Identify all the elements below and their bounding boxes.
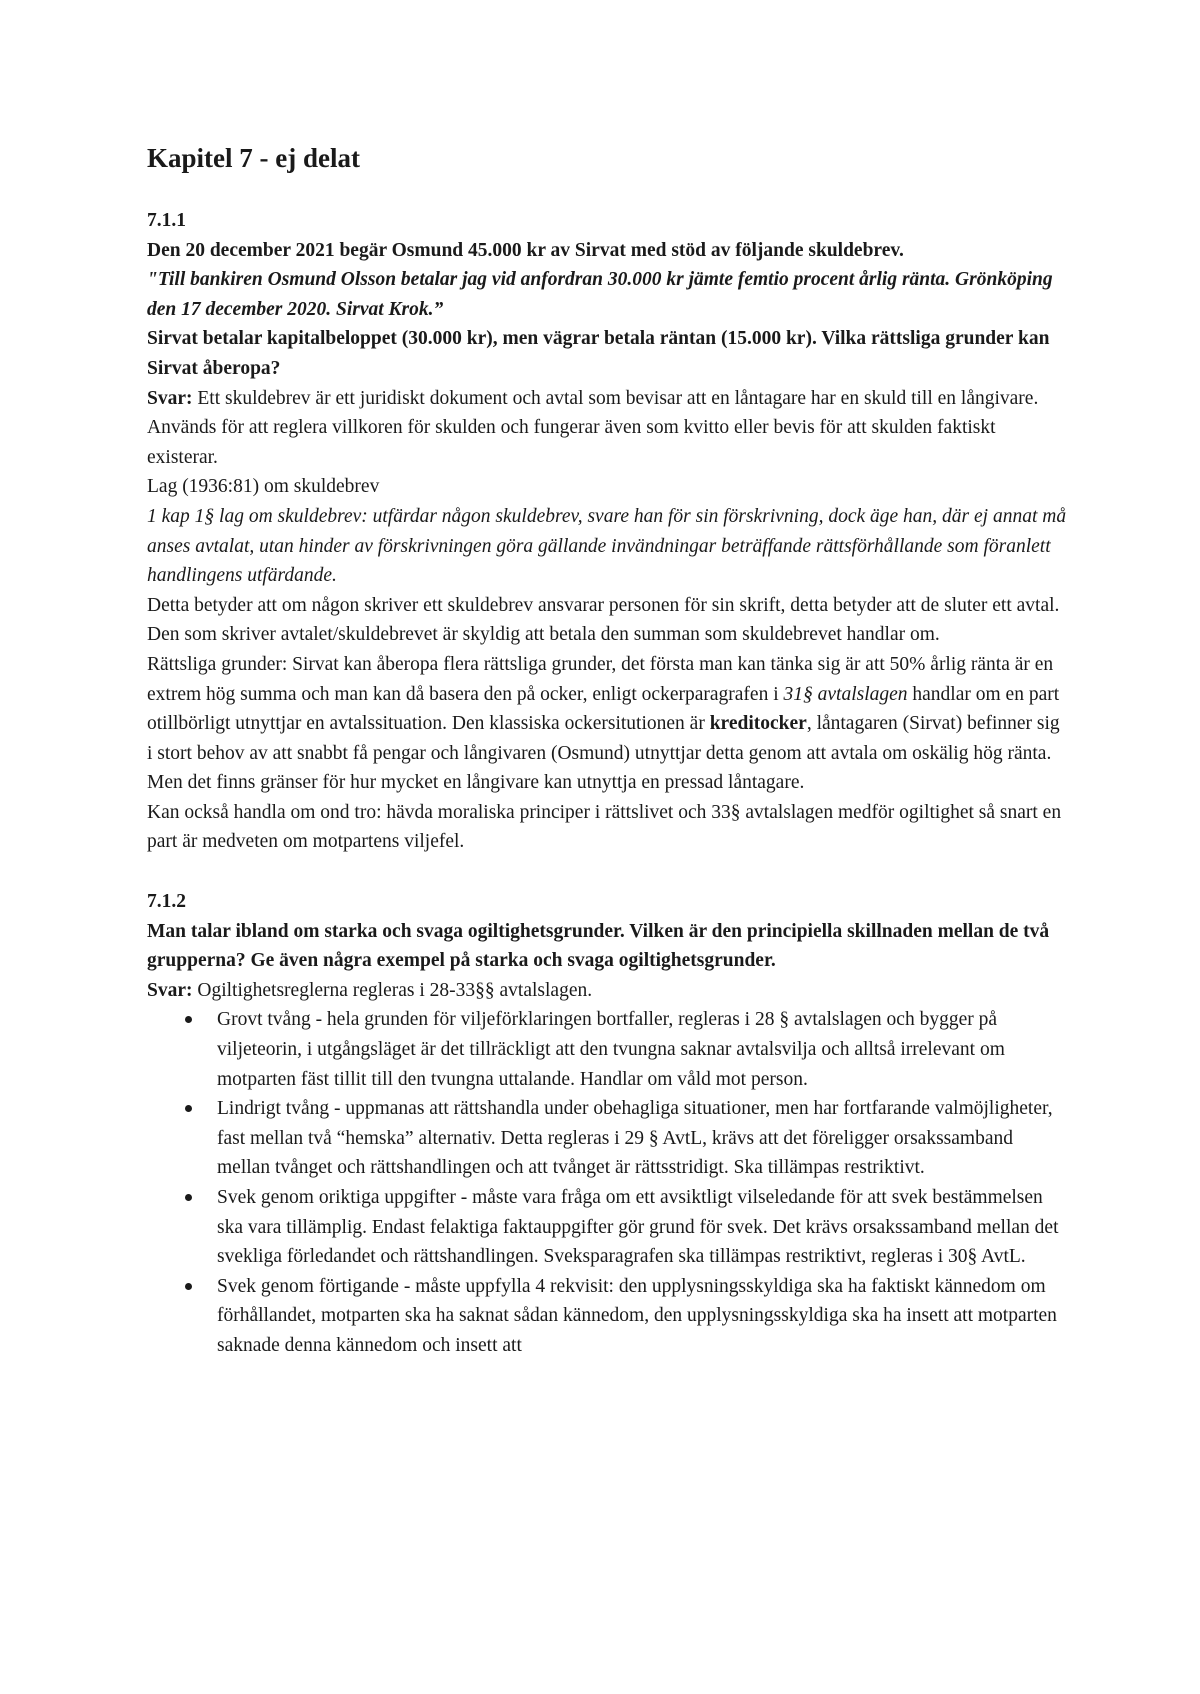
- answer-paragraph: [147, 384, 1067, 473]
- answer-paragraph: [147, 976, 1067, 1006]
- list-item: Lindrigt tvång - uppmanas att rättshandla under obehagliga situationer, men har fortfarande valmöjligheter, fast mellan två “hemska” alternativ. Detta regleras i 29 § AvtL, krävs att det föreligger orsakssamband mellan tvånget och rättshandlingen och att tvånget är rättsstridigt. Ska tillämpas restriktivt.: [217, 1094, 1067, 1183]
- legal-grounds-paragraph: [147, 650, 1067, 798]
- legal-grounds-law-ref: 31§ avtalslagen: [783, 683, 908, 705]
- promissory-note-quote: "Till bankiren Osmund Olsson betalar jag vid anfordran 30.000 kr jämte femtio procent årlig ränta. Grönköping den 17 december 2020. Sirvat Krok.”: [147, 269, 1053, 320]
- law-reference: Lag (1936:81) om skuldebrev: [147, 476, 380, 498]
- answer-text: Ogiltighetsreglerna regleras i 28-33§§ avtalslagen.: [192, 979, 593, 1001]
- answer-label: Svar:: [147, 387, 193, 409]
- legal-grounds-text-c: , låntagaren (Sirvat) befinner sig i stort behov av att snabbt få pengar och långivaren (Osmund) utnyttjar detta genom att avtala om oskälig hög ränta. Men det finns gränser för hur mycket en långivare kan utnyttja en pressad låntagare.: [147, 713, 1060, 794]
- section-7-1-2: [147, 887, 1067, 1361]
- document-page: [147, 140, 1067, 1391]
- section-7-1-1: [147, 206, 1067, 857]
- chapter-title: Kapitel 7 - ej delat: [147, 143, 360, 173]
- legal-grounds-term: kreditocker: [709, 713, 807, 735]
- invalidity-grounds-list: [147, 1005, 1067, 1360]
- legal-grounds-text-b: handlar om en part otillbörligt utnyttjar en avtalssituation. Den klassiska ockersitutionen är: [147, 683, 1060, 735]
- bad-faith-paragraph: Kan också handla om ond tro: hävda moraliska principer i rättslivet och 33§ avtalslagen medför ogiltighet så snart en part är medveten om motpartens viljefel.: [147, 801, 1062, 853]
- question-text: Man talar ibland om starka och svaga ogiltighetsgrunder. Vilken är den principiella skillnaden mellan de två grupperna? Ge även några exempel på starka och svaga ogiltighetsgrunder.: [147, 920, 1050, 972]
- list-item: Svek genom förtigande - måste uppfylla 4 rekvisit: den upplysningsskyldiga ska ha faktiskt kännedom om förhållandet, motparten ska ha saknat sådan kännedom, den upplysningsskyldiga ska ha insett att motparten saknade denna kännedom och insett att: [217, 1272, 1067, 1361]
- explanation-paragraph: Detta betyder att om någon skriver ett skuldebrev ansvarar personen för sin skrift, detta betyder att de sluter ett avtal. Den som skriver avtalet/skuldebrevet är skyldig att betala den summan som skuldebrevet handlar om.: [147, 594, 1060, 646]
- legal-grounds-text-a: Rättsliga grunder: Sirvat kan åberopa flera rättsliga grunder, det första man kan tänka sig är att 50% årlig ränta är en extrem hög summa och man kan då basera den på ocker, enligt ockerparagrafen i: [147, 653, 1054, 705]
- section-number: 7.1.2: [147, 891, 186, 913]
- question-text: Den 20 december 2021 begär Osmund 45.000 kr av Sirvat med stöd av följande skuldebrev.: [147, 239, 904, 261]
- list-item: Grovt tvång - hela grunden för viljeförklaringen bortfaller, regleras i 28 § avtalslagen och bygger på viljeteorin, i utgångsläget är det tillräckligt att den tvungna saknar avtalsvilja och alltså irrelevant om motparten fäst tillit till den tvungna uttalande. Handlar om våld mot person.: [217, 1005, 1067, 1094]
- question-text-2: Sirvat betalar kapitalbeloppet (30.000 kr), men vägrar betala räntan (15.000 kr). Vilka rättsliga grunder kan Sirvat åberopa?: [147, 328, 1050, 379]
- list-item: Svek genom oriktiga uppgifter - måste vara fråga om ett avsiktligt vilseledande för att svek bestämmelsen ska vara tillämplig. Endast felaktiga faktauppgifter gör grund för svek. Det krävs orsakssamband mellan det svekliga förledandet och rättshandlingen. Sveksparagrafen ska tillämpas restriktivt, regleras i 30§ AvtL.: [217, 1183, 1067, 1272]
- section-number: 7.1.1: [147, 210, 186, 231]
- law-quote: 1 kap 1§ lag om skuldebrev: utfärdar någon skuldebrev, svare han för sin förskrivning, dock äge han, där ej annat må anses avtalat, utan hinder av förskrivningen göra gällande invändningar beträffande rättsförhållande som föranlett handlingens utfärdande.: [147, 505, 1067, 587]
- answer-label: Svar:: [147, 979, 193, 1001]
- answer-text: Ett skuldebrev är ett juridiskt dokument och avtal som bevisar att en låntagare har en skuld till en långivare. Används för att reglera villkoren för skulden och fungerar även som kvitto eller bevis för att skulden faktiskt existerar.: [147, 387, 1039, 468]
